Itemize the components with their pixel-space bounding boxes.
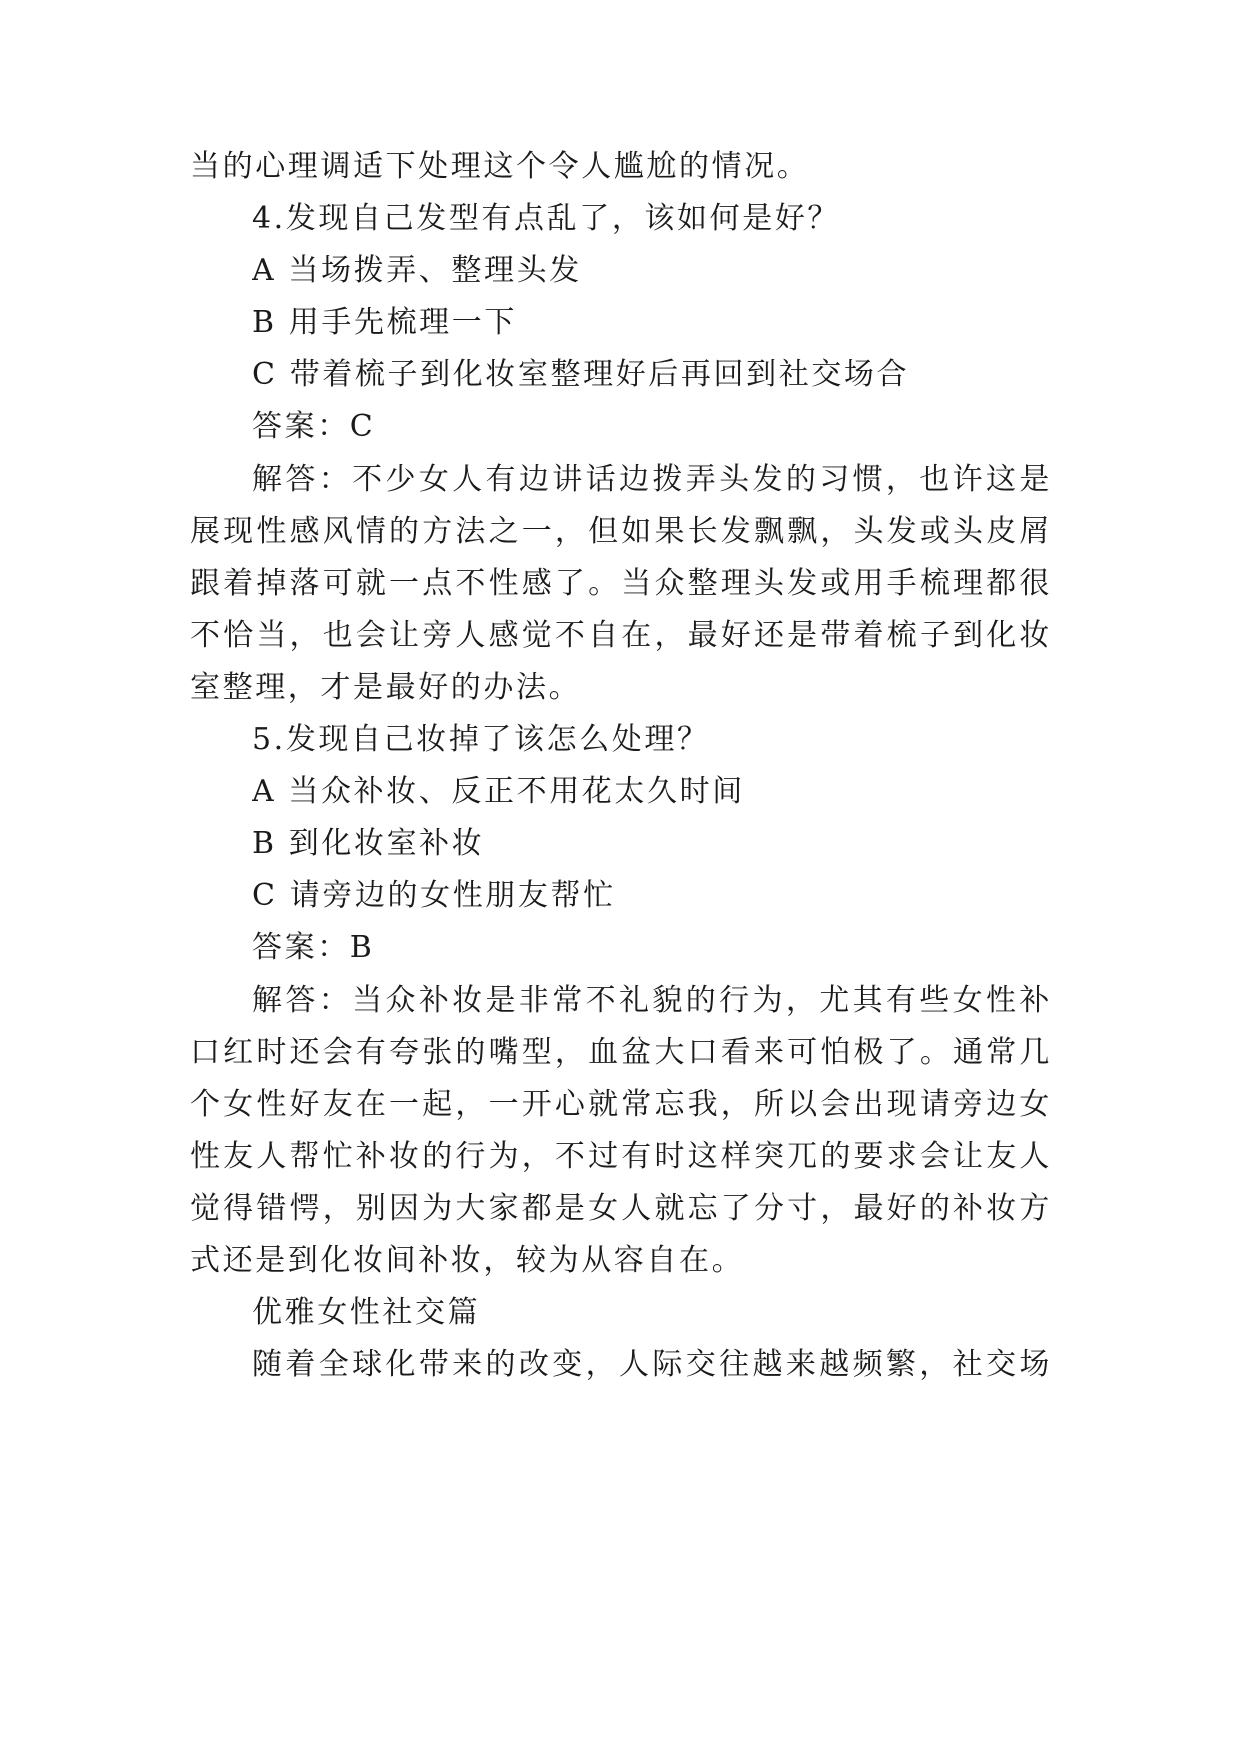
option-c: C 带着梳子到化妆室整理好后再回到社交场合: [252, 357, 910, 392]
text-line: 随着全球化带来的改变，人际交往越来越频繁，社交场: [252, 1347, 1052, 1382]
option-a: A 当场拨弄、整理头发: [252, 253, 582, 288]
text-line: 性友人帮忙补妆的行为，不过有时这样突兀的要求会让友人: [190, 1139, 1052, 1174]
text-line: 式还是到化妆间补妆，较为从容自在。: [190, 1243, 745, 1278]
text-line: 个女性好友在一起，一开心就常忘我，所以会出现请旁边女: [190, 1087, 1052, 1122]
answer-line: 答案：B: [252, 930, 375, 965]
text-line: 不恰当，也会让旁人感觉不自在，最好还是带着梳子到化妆: [190, 618, 1052, 653]
text-line: 当的心理调适下处理这个令人尴尬的情况。: [190, 149, 810, 184]
explanation-line: 解答：当众补妆是非常不礼貌的行为，尤其有些女性补: [252, 983, 1052, 1018]
text-line: 觉得错愕，别因为大家都是女人就忘了分寸，最好的补妆方: [190, 1191, 1052, 1226]
text-line: 展现性感风情的方法之一，但如果长发飘飘，头发或头皮屑: [190, 514, 1052, 549]
answer-line: 答案：C: [252, 409, 376, 444]
text-line: 口红时还会有夸张的嘴型，血盆大口看来可怕极了。通常几: [190, 1035, 1052, 1070]
explanation-line: 解答：不少女人有边讲话边拨弄头发的习惯，也许这是: [252, 462, 1052, 497]
option-b: B 用手先梳理一下: [252, 305, 517, 340]
text-line: 室整理，才是最好的办法。: [190, 670, 582, 705]
question-5: 5.发现自己妆掉了该怎么处理？: [252, 722, 710, 757]
section-heading: 优雅女性社交篇: [252, 1295, 481, 1330]
option-c: C 请旁边的女性朋友帮忙: [252, 878, 616, 913]
option-a: A 当众补妆、反正不用花太久时间: [252, 774, 745, 809]
option-b: B 到化妆室补妆: [252, 826, 485, 861]
question-4: 4.发现自己发型有点乱了，该如何是好？: [252, 201, 841, 236]
text-line: 跟着掉落可就一点不性感了。当众整理头发或用手梳理都很: [190, 566, 1052, 601]
